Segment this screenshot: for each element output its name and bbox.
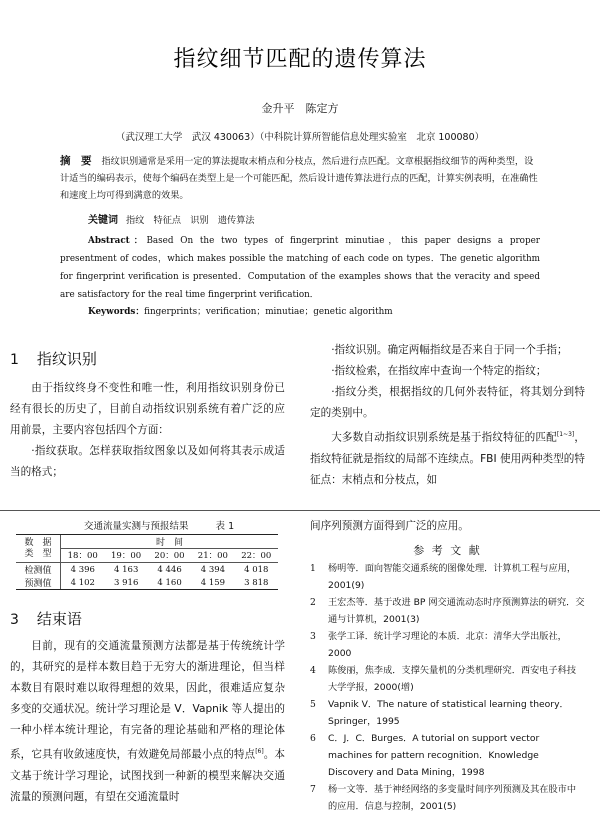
reference-item [310, 628, 585, 662]
reference-item [310, 662, 585, 696]
abstract-en-label: Abstract： [88, 236, 147, 246]
continuation-text: 间序列预测方面得到广泛的应用。 [310, 520, 469, 532]
section1-heading [10, 348, 97, 369]
reference-number: 1 [310, 563, 316, 574]
table-cell: 4 394 [200, 564, 226, 575]
reference-number: 2 [310, 597, 316, 608]
section3-heading [10, 608, 82, 629]
table-row [16, 576, 278, 589]
page-divider [0, 510, 600, 511]
table-label: 表 1 [215, 521, 235, 532]
reference-item [310, 594, 585, 628]
keywords-cn [88, 212, 538, 229]
reference-number: 7 [310, 784, 316, 795]
section1-right-column [310, 340, 585, 491]
reference-text: C．J．C．Burges．A tutorial on support vector machines for pattern recognition．Knowledge Discovery and Data Mining，1998 [328, 733, 540, 778]
reference-text: 杨一文等．基于神经网络的多变量时间序列预测及其在股市中的应用．信息与控制，2001(5) [328, 784, 577, 812]
p6-citation: [1~3] [556, 431, 575, 438]
table-column-header: 22：00 [241, 551, 272, 561]
table-cell: 4 102 [70, 577, 95, 588]
table-cell: 4 396 [70, 564, 95, 575]
table-time-header-cell [61, 535, 279, 563]
section1-paragraph-4: ·指纹检索，在指纹库中查询一个特定的指纹； [331, 365, 547, 377]
table-caption [84, 518, 234, 532]
keywords-en-text: fingerprints；verification；minutiae；genetic algorithm [144, 307, 393, 317]
reference-item [310, 560, 585, 594]
section1-paragraph-3: ·指纹识别。确定两幅指纹是否来自于同一个手指； [331, 344, 568, 356]
reference-text: 杨明等．面向智能交通系统的图像处理．计算机工程与应用，2001(9) [328, 563, 577, 591]
table-cell: 3 818 [244, 577, 269, 588]
abstract-en-text: Based On the two types of fingerprint minutiae，this paper designs a proper presentment of codes，which makes possible the matching of each code on types．The genetic algorithm for fingerprint verification is presented．Computation of the examples shows that the veracity and speed are satisfactory for the real time fingerprint verification． [60, 236, 540, 300]
table-row [16, 563, 278, 577]
reference-item [310, 730, 585, 781]
table-row-header: 预测值 [16, 576, 61, 589]
table-corner [16, 535, 61, 563]
section3-paragraph [10, 636, 285, 808]
section1-paragraph-5: ·指纹分类，根据指纹的几何外表特征，将其划分到特定的类别中。 [310, 386, 585, 419]
reference-text: Vapnik V．The nature of statistical learning theory．Springer，1995 [328, 699, 569, 727]
section3-title: 结束语 [36, 610, 82, 628]
table-cell: 4 163 [114, 564, 139, 575]
reference-text: 陈俊丽，焦李成．支撑矢量机的分类机理研究．西安电子科技大学学报，2000(增) [328, 665, 577, 693]
table-cell: 4 160 [157, 577, 182, 588]
abstract-cn-text: 指纹识别通常是采用一定的算法提取末梢点和分枝点，然后进行点匹配。文章根据指纹细节的两种类型，设计适当的编码表示，使每个编码在类型上是一个可能匹配，然后设计遗传算法进行点的匹配，计算实例表明，在准确性和速度上均可得到满意的效果。 [60, 156, 538, 201]
table-column-header: 18：00 [67, 551, 98, 561]
references-list [310, 560, 585, 815]
reference-number: 6 [310, 733, 316, 744]
table-column-header: 19：00 [111, 551, 142, 561]
keywords-en-label: Keywords： [88, 307, 145, 317]
table-corner-bottom: 类 型 [24, 548, 52, 559]
reference-number: 3 [310, 631, 316, 642]
reference-number: 5 [310, 699, 316, 710]
paper-title: 指纹细节匹配的遗传算法 [173, 47, 427, 72]
section1-title: 指纹识别 [36, 350, 97, 368]
table-column-headers [61, 549, 278, 562]
table-column-header: 20：00 [154, 551, 185, 561]
reference-item [310, 696, 585, 730]
table-row-header: 检测值 [16, 563, 61, 577]
table-body [16, 563, 278, 590]
table-cell: 4 446 [157, 564, 182, 575]
reference-number: 4 [310, 665, 316, 676]
keywords-cn-label: 关键词 [88, 215, 118, 226]
authors: 金升平 陈定方 [261, 102, 339, 115]
reference-item [310, 781, 585, 815]
table-corner-top: 数 据 [24, 537, 52, 548]
section1-paragraph-2: ·指纹获取。怎样获取指纹图象以及如何将其表示成适当的格式； [10, 445, 285, 478]
table-time-header: 时 间 [61, 535, 278, 549]
section3-number: 3 [10, 612, 19, 628]
abstract-cn-label: 摘 要 [60, 155, 92, 167]
table-column-header: 21：00 [197, 551, 228, 561]
table-cell: 4 018 [244, 564, 269, 575]
reference-text: 张学工译．统计学习理论的本质．北京：清华大学出版社，2000 [328, 631, 567, 659]
reference-text: 王宏杰等．基于改进 BP 网交通流动态时序预测算法的研究．交通与计算机，2001(3) [328, 597, 585, 625]
table-cell: 3 916 [114, 577, 139, 588]
p6-text-a: 大多数自动指纹识别系统是基于指纹特征的匹配 [331, 431, 557, 444]
table-1 [16, 534, 278, 590]
abstract-cn [60, 153, 540, 204]
section1-number: 1 [10, 352, 19, 368]
section3-text-a: 目前，现有的交通流量预测方法都是基于传统统计学的，其研究的是样本数目趋于无穷大的渐进理论，但当样本数目有限时难以取得理想的效果，因此，很难适应复杂多变的交通状况。统计学习理论是 V．Vapnik 等人提出的一种小样本统计理论，有完备的理论基础和严格的理论体系，它具有收敛速度快，有效避免局部最小点的特点 [10, 640, 285, 761]
section3-column [10, 636, 285, 808]
keywords-cn-text: 指纹 特征点 识别 遗传算法 [126, 215, 255, 226]
keywords-en [88, 303, 538, 321]
section1-paragraph-1: 由于指纹终身不变性和唯一性，利用指纹识别身份已经有很长的历史了，目前自动指纹识别系统有着广泛的应用前景，主要内容包括四个方面： [10, 382, 285, 436]
abstract-en [60, 232, 540, 304]
p6-text-b: ，指纹特征就是指纹的局部不连续点。FBI 使用两种类型的特征点：末梢点和分枝点，如 [310, 431, 585, 486]
section3-citation: [6] [255, 748, 264, 755]
table-cell: 4 159 [200, 577, 226, 588]
affiliation: （武汉理工大学 武汉 430063）（中科院计算所智能信息处理实验室 北京 100080） [115, 132, 485, 143]
references-title: 参 考 文 献 [413, 544, 482, 557]
section3-text-b: 。本文基于统计学习理论，试图找到一种新的模型来解决交通流量的预测问题，有望在交通流量时 [10, 748, 286, 803]
table-caption-text: 交通流量实测与预报结果 [84, 521, 189, 532]
section1-paragraph-6 [310, 424, 585, 491]
section1-left-column [10, 378, 285, 483]
